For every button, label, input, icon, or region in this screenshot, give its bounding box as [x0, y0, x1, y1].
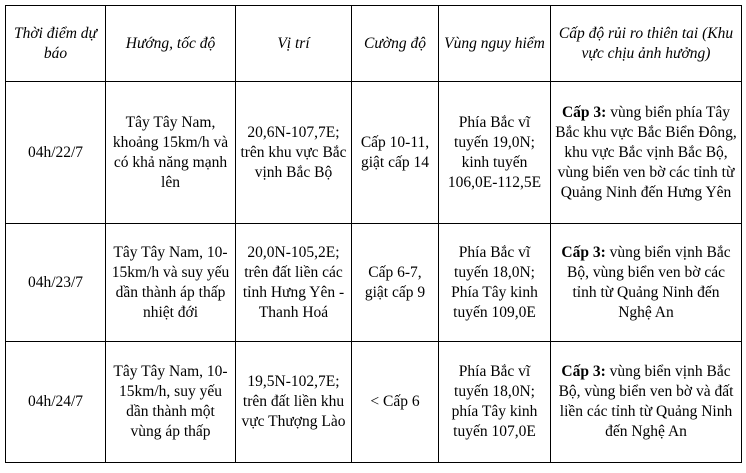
cell-intensity: < Cấp 6	[352, 342, 439, 463]
cell-time: 04h/22/7	[6, 82, 106, 224]
risk-area-text: vùng biển vịnh Bắc Bộ, vùng biển ven bờ và đất liền các tỉnh từ Quảng Ninh đến Nghệ An	[558, 363, 734, 440]
cell-danger-zone: Phía Bắc vĩ tuyến 19,0N; kinh tuyến 106,0E-112,5E	[439, 82, 551, 224]
cell-risk	[551, 82, 742, 224]
cell-danger-zone: Phía Bắc vĩ tuyến 18,0N; phía Tây kinh tuyến 107,0E	[439, 342, 551, 463]
cell-risk	[551, 342, 742, 463]
cell-intensity: Cấp 6-7, giật cấp 9	[352, 224, 439, 342]
header-risk-level: Cấp độ rủi ro thiên tai (Khu vực chịu ảnh hưởng)	[551, 6, 742, 82]
storm-forecast-table	[5, 5, 742, 463]
cell-position: 19,5N-102,7E; trên đất liền khu vực Thượng Lào	[236, 342, 352, 463]
table-row	[6, 82, 742, 224]
table-header-row	[6, 6, 742, 82]
risk-level-label: Cấp 3:	[561, 363, 606, 380]
risk-area-text: vùng biển vịnh Bắc Bộ, vùng biển ven bờ các tỉnh từ Quảng Ninh đến Nghệ An	[567, 243, 731, 321]
header-direction: Hướng, tốc độ	[106, 6, 236, 82]
table-row	[6, 224, 742, 342]
cell-time: 04h/23/7	[6, 224, 106, 342]
header-position: Vị trí	[236, 6, 352, 82]
header-danger-zone: Vùng nguy hiểm	[439, 6, 551, 82]
cell-risk	[551, 224, 742, 342]
risk-level-label: Cấp 3:	[561, 103, 607, 121]
cell-intensity: Cấp 10-11, giật cấp 14	[352, 82, 439, 224]
cell-danger-zone: Phía Bắc vĩ tuyến 18,0N; Phía Tây kinh tuyến 109,0E	[439, 224, 551, 342]
cell-time: 04h/24/7	[6, 342, 106, 463]
table-row	[6, 342, 742, 463]
cell-direction: Tây Tây Nam, 10-15km/h và suy yếu dần thành áp thấp nhiệt đới	[106, 224, 236, 342]
risk-area-text: vùng biển phía Tây Bắc khu vực Bắc Biển Đông, khu vực Bắc vịnh Bắc Bộ, vùng biển ven bờ các tỉnh từ Quảng Ninh đến Hưng Yên	[555, 103, 737, 201]
header-intensity: Cường độ	[352, 6, 439, 82]
cell-position: 20,6N-107,7E; trên khu vực Bắc vịnh Bắc Bộ	[236, 82, 352, 224]
header-time: Thời điểm dự báo	[6, 6, 106, 82]
cell-direction: Tây Tây Nam, khoảng 15km/h và có khả năng mạnh lên	[106, 82, 236, 224]
cell-direction: Tây Tây Nam, 10-15km/h, suy yếu dần thành một vùng áp thấp	[106, 342, 236, 463]
cell-position: 20,0N-105,2E; trên đất liền các tỉnh Hưng Yên - Thanh Hoá	[236, 224, 352, 342]
risk-level-label: Cấp 3:	[561, 243, 606, 261]
